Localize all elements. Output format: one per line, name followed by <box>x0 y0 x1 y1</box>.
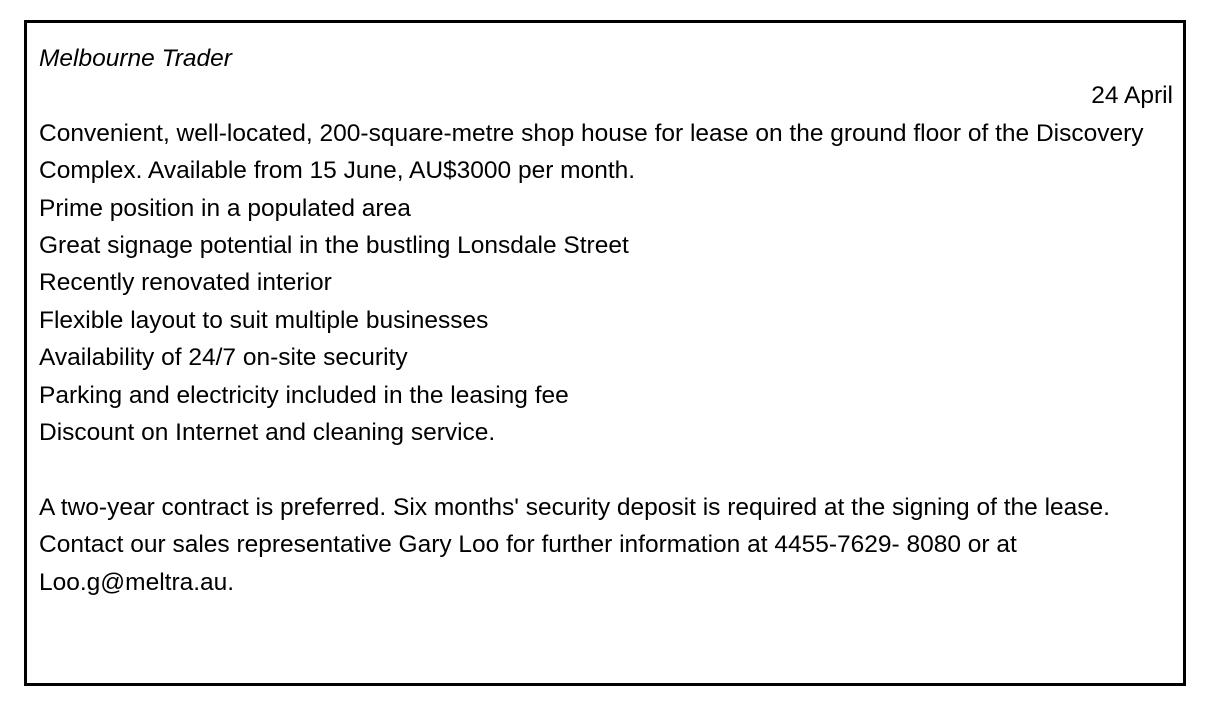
feature-item: Recently renovated interior <box>39 269 332 297</box>
feature-item: Flexible layout to suit multiple businesses <box>39 306 489 334</box>
intro-paragraph: Convenient, well-located, 200-square-metre shop house for lease on the ground floor of the Discovery Complex. Available from 15 June, AU$3000 per month. <box>39 119 1144 185</box>
feature-item: Prime position in a populated area <box>39 194 411 222</box>
paragraph-spacer <box>39 451 1173 488</box>
contact-paragraph: Contact our sales representative Gary Loo for further information at 4455-7629- 8080 or at Loo.g@meltra.au. <box>39 531 1017 596</box>
feature-item: Parking and electricity included in the leasing fee <box>39 381 569 409</box>
feature-item: Great signage potential in the bustling Lonsdale Street <box>39 232 629 260</box>
publication-name: Melbourne Trader <box>39 45 232 72</box>
feature-item: Availability of 24/7 on-site security <box>39 344 408 372</box>
terms-paragraph: A two-year contract is preferred. Six months' security deposit is required at the signing of the lease. <box>39 493 1110 521</box>
advertisement-notice <box>24 20 1186 686</box>
publication-date: 24 April <box>1091 82 1173 110</box>
feature-item: Discount on Internet and cleaning service. <box>39 419 496 447</box>
